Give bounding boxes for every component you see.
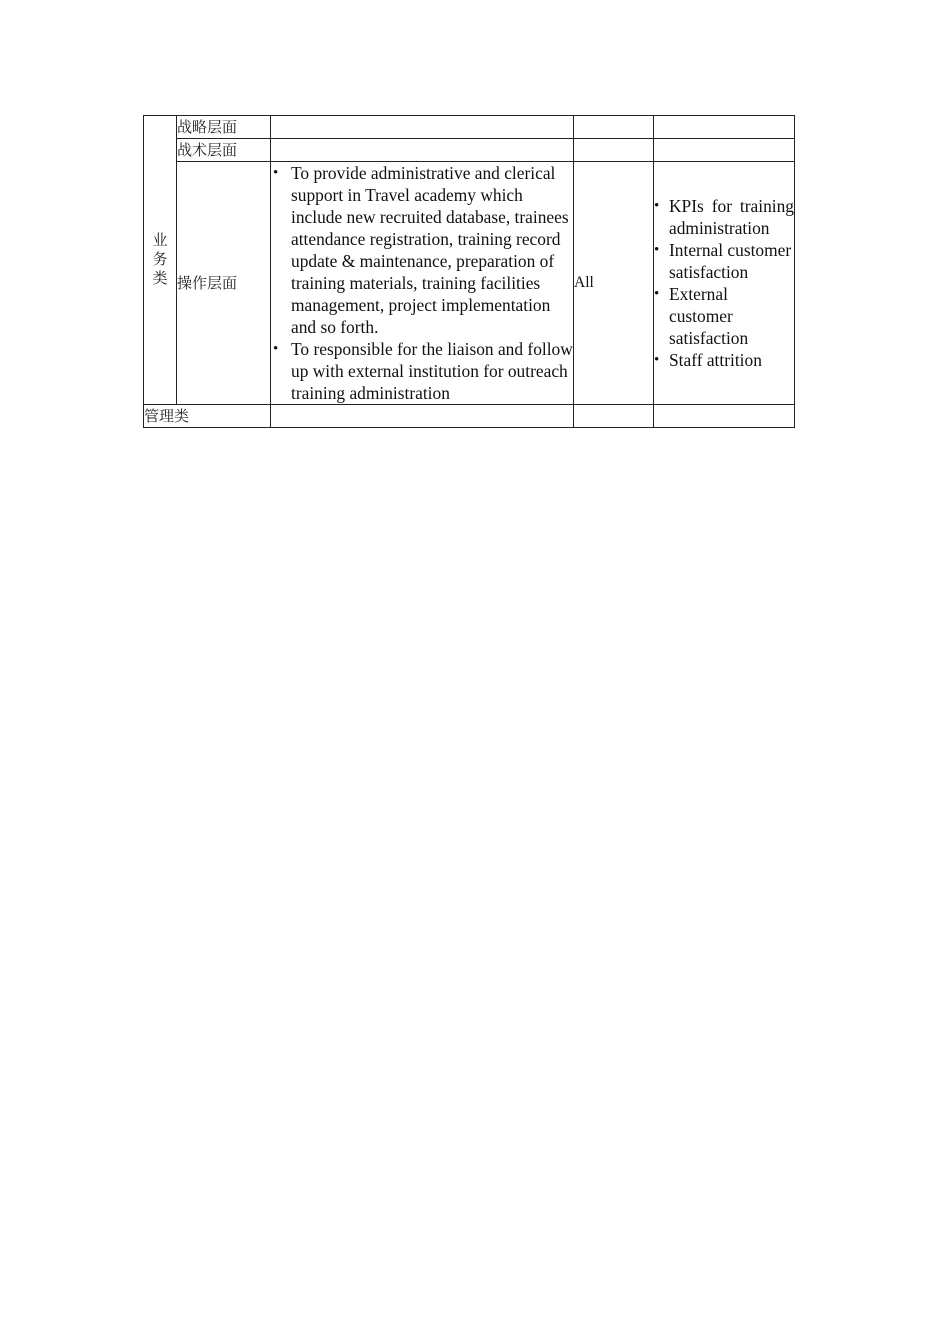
responsibility-text: To provide administrative and clerical support in Travel academy which include new recruited database, trainees attendance registration, training record update & maintenance, preparation of training materials, training facilities management, project implementation and so forth. <box>291 163 569 337</box>
category-cell-business <box>144 116 177 405</box>
empty-cell <box>574 139 654 162</box>
scope-cell: All <box>574 162 654 405</box>
table-row-operational <box>144 162 795 405</box>
empty-cell <box>574 116 654 139</box>
list-item <box>654 349 794 371</box>
bullet-icon: • <box>273 341 279 357</box>
bullet-icon: • <box>273 165 279 181</box>
table-row-management <box>144 405 795 428</box>
bullet-icon: • <box>654 352 660 368</box>
list-item <box>271 338 573 404</box>
category-label-business: 业务类 <box>152 231 168 287</box>
kpi-cell <box>654 162 795 405</box>
empty-cell <box>271 405 574 428</box>
kpi-text: Staff attrition <box>669 350 762 370</box>
responsibilities-list <box>271 162 573 404</box>
level-cell-operational: 操作层面 <box>177 162 271 405</box>
kpi-text: KPIs for training administration <box>669 196 794 238</box>
bullet-icon: • <box>654 198 660 214</box>
bullet-icon: • <box>654 286 660 302</box>
kpi-list <box>654 195 794 371</box>
kpi-text: External customer satisfaction <box>669 284 749 348</box>
table-row-strategic <box>144 116 795 139</box>
category-cell-management: 管理类 <box>144 405 271 428</box>
responsibilities-cell <box>271 162 574 405</box>
bullet-icon: • <box>654 242 660 258</box>
empty-cell <box>271 139 574 162</box>
duty-table <box>143 115 795 428</box>
kpi-text: Internal customer satisfaction <box>669 240 792 282</box>
empty-cell <box>654 139 795 162</box>
list-item <box>654 239 794 283</box>
empty-cell <box>574 405 654 428</box>
list-item <box>271 162 573 338</box>
empty-cell <box>654 116 795 139</box>
list-item <box>654 283 794 349</box>
responsibility-text: To responsible for the liaison and follow up with external institution for outreach training administration <box>291 339 573 403</box>
level-cell-tactical: 战术层面 <box>177 139 271 162</box>
empty-cell <box>654 405 795 428</box>
table-row-tactical <box>144 139 795 162</box>
empty-cell <box>271 116 574 139</box>
level-cell-strategic: 战略层面 <box>177 116 271 139</box>
list-item <box>654 195 794 239</box>
